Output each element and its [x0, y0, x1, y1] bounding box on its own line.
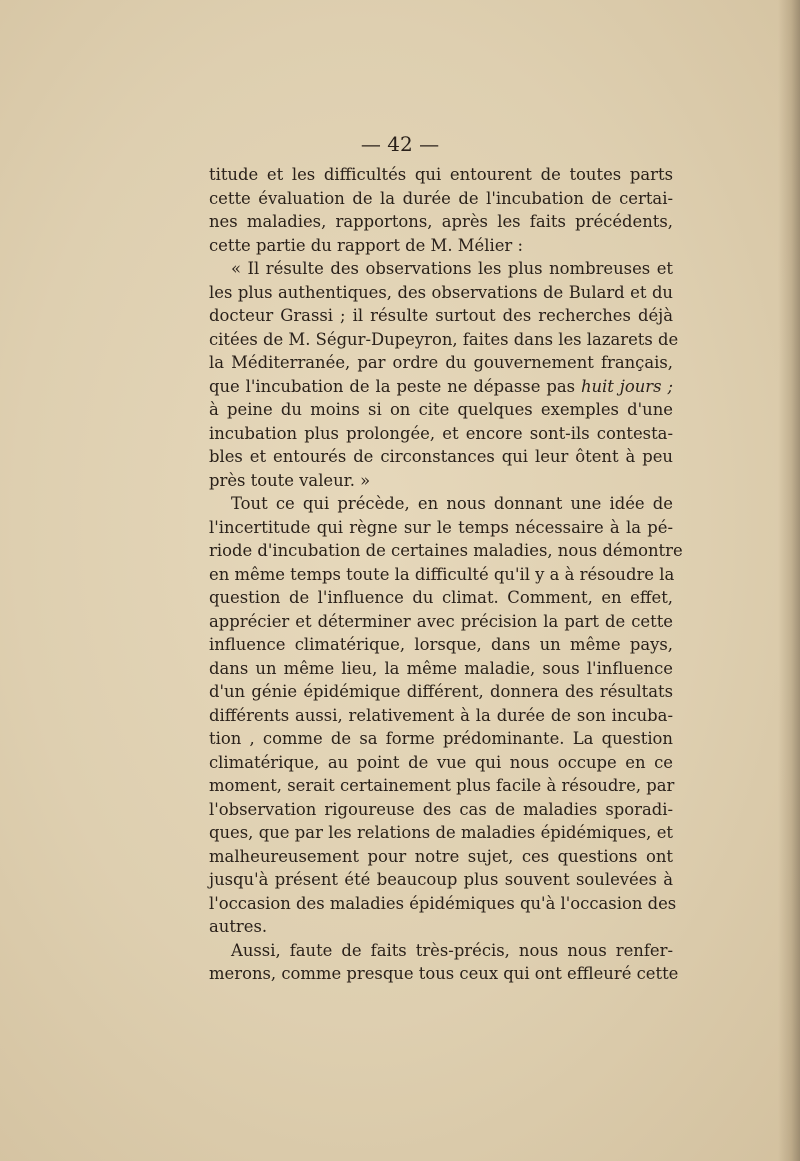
text-line: à peine du moins si on cite quelques exemples d'une — [209, 400, 673, 419]
page-number: — 42 — — [360, 132, 440, 156]
text-line: les plus authentiques, des observations de Bulard et du — [209, 282, 673, 302]
text-line: riode d'incubation de certaines maladies, nous démontre — [209, 541, 683, 560]
body-text — [209, 163, 683, 986]
text-line — [209, 375, 673, 399]
text-line: cette évaluation de la durée de l'incubation de certai- — [209, 188, 673, 208]
text-line: bles et entourés de circonstances qui leur ôtent à peu — [209, 447, 673, 466]
text-line: merons, comme presque tous ceux qui ont effleuré cette — [209, 964, 679, 983]
text-line: d'un génie épidémique différent, donnera des résultats — [209, 682, 673, 701]
text-line: jusqu'à présent été beaucoup plus souvent soulevées à — [209, 870, 673, 889]
text-line: citées de M. Ségur-Dupeyron, faites dans les lazarets de — [209, 329, 679, 349]
text-line: ques, que par les relations de maladies épidémiques, et — [209, 823, 673, 842]
text-line: apprécier et déterminer avec précision la part de cette — [209, 611, 673, 631]
text-line: différents aussi, relativement à la durée de son incuba- — [209, 705, 673, 725]
text-line: titude et les difficultés qui entourent de toutes parts — [209, 165, 673, 184]
text-line: près toute valeur. » — [209, 470, 371, 490]
text-line: incubation plus prolongée, et encore sont-ils contesta- — [209, 423, 673, 443]
text-line: cette partie du rapport de M. Mélier : — [209, 235, 523, 255]
text-line: tion , comme de sa forme prédominante. La question — [209, 729, 673, 748]
text-line: question de l'influence du climat. Comment, en effet, — [209, 588, 673, 607]
text-line: l'observation rigoureuse des cas de maladies sporadi- — [209, 799, 673, 819]
text-line: « Il résulte des observations les plus nombreuses et — [231, 259, 673, 278]
text-line: Tout ce qui précède, en nous donnant une idée de — [231, 494, 673, 513]
text-line: docteur Grassi ; il résulte surtout des recherches déjà — [209, 306, 673, 325]
text-line: nes maladies, rapportons, après les faits précédents, — [209, 212, 673, 231]
text-line: l'incertitude qui règne sur le temps nécessaire à la pé- — [209, 517, 673, 537]
page-edge-shadow — [778, 0, 800, 1161]
text-line: autres. — [209, 917, 268, 936]
text-segment: que l'incubation de la peste ne dépasse pas — [209, 376, 576, 396]
text-line: influence climatérique, lorsque, dans un même pays, — [209, 635, 673, 654]
text-line: la Méditerranée, par ordre du gouvernement français, — [209, 353, 673, 372]
italic-emphasis: huit jours ; — [580, 376, 673, 396]
text-line: climatérique, au point de vue qui nous occupe en ce — [209, 752, 673, 772]
text-line: malheureusement pour notre sujet, ces questions ont — [209, 846, 673, 866]
text-line: moment, serait certainement plus facile à résoudre, par — [209, 776, 675, 795]
text-line: l'occasion des maladies épidémiques qu'à l'occasion des — [209, 893, 677, 913]
text-line: en même temps toute la difficulté qu'il y a à résoudre la — [209, 564, 675, 584]
text-line: dans un même lieu, la même maladie, sous l'influence — [209, 658, 673, 678]
text-line: Aussi, faute de faits très-précis, nous nous renfer- — [231, 940, 673, 960]
